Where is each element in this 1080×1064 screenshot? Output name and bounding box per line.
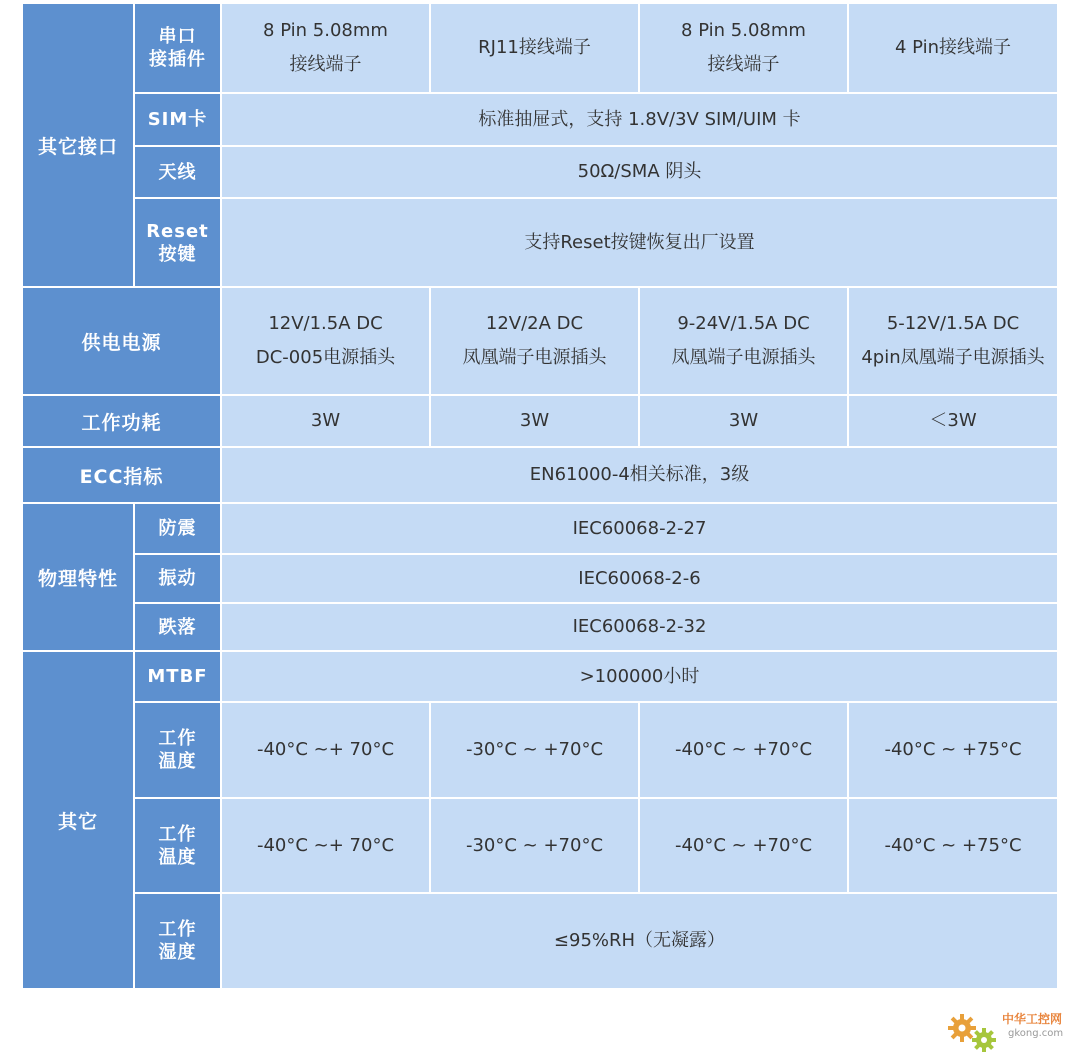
temperature-1-cell-3: -40°C ~ +70°C (639, 702, 848, 798)
temperature-2-cell-1: -40°C ~+ 70°C (221, 798, 430, 893)
shock-row (22, 503, 1058, 554)
temperature-row-2 (22, 798, 1058, 893)
label-mtbf: MTBF (134, 651, 221, 702)
ecc-row (22, 447, 1058, 503)
consumption-cell-4: ＜3W (848, 395, 1058, 447)
label-drop: 跌落 (134, 603, 221, 651)
temperature-1-cell-2: -30°C ~ +70°C (430, 702, 639, 798)
humidity-row (22, 893, 1058, 989)
reset-value: 支持Reset按键恢复出厂设置 (221, 198, 1058, 287)
label-operating-temperature-2: 工作 温度 (134, 798, 221, 893)
humidity-value: ≤95%RH（无凝露） (221, 893, 1058, 989)
power-cell-3: 9-24V/1.5A DC 凤凰端子电源插头 (639, 287, 848, 395)
sim-row (22, 93, 1058, 146)
watermark-logo (944, 1008, 1070, 1056)
drop-row (22, 603, 1058, 651)
group-other-interfaces: 其它接口 (22, 3, 134, 287)
power-row (22, 287, 1058, 395)
drop-value: IEC60068-2-32 (221, 603, 1058, 651)
label-antenna: 天线 (134, 146, 221, 198)
watermark-domain: gkong.com (1008, 1028, 1064, 1039)
power-cell-1: 12V/1.5A DC DC-005电源插头 (221, 287, 430, 395)
label-vibration: 振动 (134, 554, 221, 603)
label-reset: Reset 按键 (134, 198, 221, 287)
reset-row (22, 198, 1058, 287)
group-physical: 物理特性 (22, 503, 134, 651)
serial-cell-1: 8 Pin 5.08mm 接线端子 (221, 3, 430, 93)
serial-cell-3: 8 Pin 5.08mm 接线端子 (639, 3, 848, 93)
group-other: 其它 (22, 651, 134, 989)
label-ecc: ECC指标 (22, 447, 221, 503)
sim-value: 标准抽屉式，支持 1.8V/3V SIM/UIM 卡 (221, 93, 1058, 146)
antenna-row (22, 146, 1058, 198)
mtbf-row (22, 651, 1058, 702)
power-cell-2: 12V/2A DC 凤凰端子电源插头 (430, 287, 639, 395)
serial-cell-4: 4 Pin接线端子 (848, 3, 1058, 93)
temperature-2-cell-4: -40°C ~ +75°C (848, 798, 1058, 893)
consumption-cell-3: 3W (639, 395, 848, 447)
label-serial-connector: 串口 接插件 (134, 3, 221, 93)
spec-table (21, 2, 1059, 990)
label-operating-temperature-1: 工作 温度 (134, 702, 221, 798)
label-shock: 防震 (134, 503, 221, 554)
power-cell-4: 5-12V/1.5A DC 4pin凤凰端子电源插头 (848, 287, 1058, 395)
consumption-row (22, 395, 1058, 447)
serial-cell-2: RJ11接线端子 (430, 3, 639, 93)
vibration-value: IEC60068-2-6 (221, 554, 1058, 603)
temperature-1-cell-4: -40°C ~ +75°C (848, 702, 1058, 798)
gear-icon (944, 1008, 1004, 1056)
temperature-2-cell-2: -30°C ~ +70°C (430, 798, 639, 893)
temperature-row-1 (22, 702, 1058, 798)
label-power-consumption: 工作功耗 (22, 395, 221, 447)
temperature-1-cell-1: -40°C ~+ 70°C (221, 702, 430, 798)
serial-row (22, 3, 1058, 93)
ecc-value: EN61000-4相关标准，3级 (221, 447, 1058, 503)
label-power-supply: 供电电源 (22, 287, 221, 395)
antenna-value: 50Ω/SMA 阴头 (221, 146, 1058, 198)
consumption-cell-1: 3W (221, 395, 430, 447)
watermark-title: 中华工控网 (1002, 1012, 1063, 1026)
label-operating-humidity: 工作 湿度 (134, 893, 221, 989)
shock-value: IEC60068-2-27 (221, 503, 1058, 554)
label-sim: SIM卡 (134, 93, 221, 146)
temperature-2-cell-3: -40°C ~ +70°C (639, 798, 848, 893)
mtbf-value: >100000小时 (221, 651, 1058, 702)
vibration-row (22, 554, 1058, 603)
consumption-cell-2: 3W (430, 395, 639, 447)
